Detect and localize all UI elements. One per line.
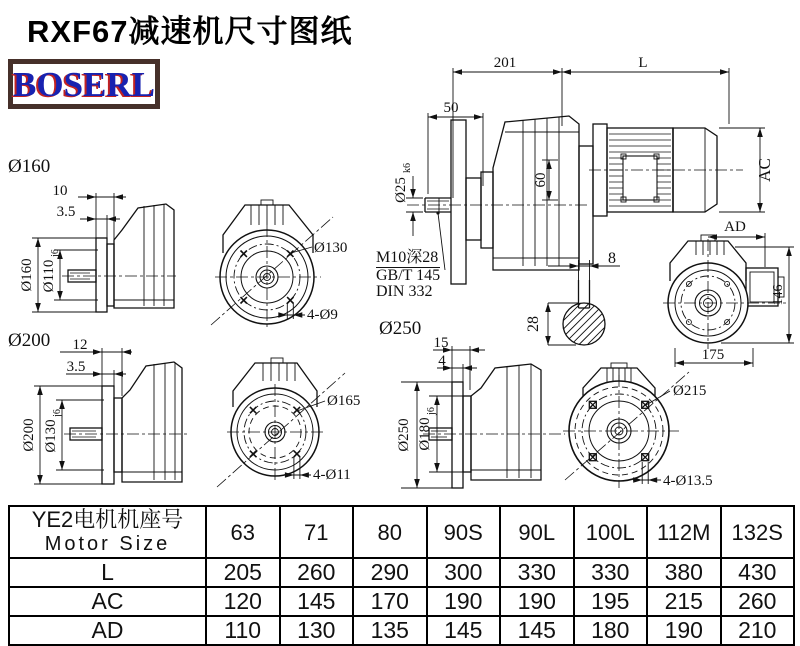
table-col-header: 63 [206,506,280,558]
dim-201-label: 201 [493,55,517,71]
dim-15-label: 15 [433,335,449,351]
page-title: RXF67减速机尺寸图纸 [27,14,353,49]
table-header-motor-size [9,506,206,558]
dimension-table [8,505,795,646]
table-row-label: L [9,558,206,587]
table-cell: 170 [353,587,427,616]
dim-d110-fit-label: j6 [50,249,61,257]
brand-logo-text: BOSERL [13,64,155,104]
table-row [9,558,794,587]
dim-shaft-diameter-label: Ø25 [393,177,409,203]
dim-d200-label: Ø200 [21,418,37,452]
table-cell: 430 [721,558,795,587]
flange-200-side-view [8,338,193,493]
dim-holes-4d11-label: 4-Ø11 [313,467,351,483]
table-cell: 145 [500,616,574,645]
dim-d160-label: Ø160 [19,258,35,292]
din-standard-note: DIN 332 [376,283,433,300]
dim-175-label: 175 [701,347,725,363]
table-cell: 135 [353,616,427,645]
table-cell: 330 [574,558,648,587]
dim-holes-4d9-label: 4-Ø9 [307,307,338,323]
dim-bolt-circle-130-label: Ø130 [314,240,348,256]
dim-d110-label: Ø110 [41,259,57,293]
dim-AD-label: AD [724,219,746,235]
dim-3-5b-label: 3.5 [66,359,86,375]
table-cell: 215 [647,587,721,616]
table-cell: 190 [500,587,574,616]
table-cell: 130 [280,616,354,645]
front-view-165 [197,355,380,505]
dim-bolt-circle-215-label: Ø215 [673,383,707,399]
table-row [9,587,794,616]
table-row-label: AC [9,587,206,616]
table-cell: 145 [427,616,501,645]
dim-d130-label: Ø130 [43,419,59,453]
table-col-header: 90S [427,506,501,558]
table-cell: 260 [280,558,354,587]
dim-d180-label: Ø180 [417,417,433,451]
dim-holes-4d13-5-label: 4-Ø13.5 [663,473,713,489]
table-cell: 330 [500,558,574,587]
table-col-header: 112M [647,506,721,558]
table-cell: 205 [206,558,280,587]
dim-key-height-28-label: 28 [525,316,542,332]
dim-shaft-fit-label: k6 [402,163,413,173]
table-cell: 190 [427,587,501,616]
table-col-header: 100L [574,506,648,558]
table-row [9,616,794,645]
thread-depth-note: M10深28 [376,249,439,266]
dim-d180-fit-label: j6 [426,407,437,415]
table-header-cn: YE2电机机座号 [31,507,184,532]
front-view-130 [195,197,373,332]
dim-146-label: 146 [771,284,786,306]
dim-AC-label: AC [755,158,774,182]
table-cell: 190 [647,616,721,645]
table-col-header: 80 [353,506,427,558]
table-col-header: 132S [721,506,795,558]
section-label-200: Ø200 [8,330,51,351]
dim-d250-label: Ø250 [396,418,412,452]
table-cell: 195 [574,587,648,616]
brand-logo [8,59,160,109]
table-cell: 180 [574,616,648,645]
dim-L-label: L [638,55,648,71]
table-cell: 290 [353,558,427,587]
table-cell: 300 [427,558,501,587]
dim-50-label: 50 [443,100,459,116]
table-cell: 260 [721,587,795,616]
dim-12-label: 12 [72,337,88,353]
flange-160-side-view [8,182,178,322]
dim-d130-fit-label: j6 [52,409,63,417]
dim-4-label: 4 [438,353,446,369]
dim-60-label: 60 [533,172,549,188]
table-header-en: Motor Size [44,533,171,555]
table-col-header: 71 [280,506,354,558]
section-label-160: Ø160 [8,156,51,177]
dim-key-width-8-label: 8 [608,250,616,267]
dim-bolt-circle-165-label: Ø165 [327,393,361,409]
table-cell: 145 [280,587,354,616]
dim-10-label: 10 [52,183,68,199]
table-cell: 110 [206,616,280,645]
front-view-215 [555,358,755,506]
table-row-label: AD [9,616,206,645]
dim-3-5-label: 3.5 [56,204,76,220]
flange-250-side-view [395,335,570,506]
table-cell: 210 [721,616,795,645]
gb-standard-note: GB/T 145 [376,266,441,284]
table-col-header: 90L [500,506,574,558]
ad-front-view [655,213,800,373]
table-cell: 120 [206,587,280,616]
section-label-250: Ø250 [379,318,422,339]
table-cell: 380 [647,558,721,587]
